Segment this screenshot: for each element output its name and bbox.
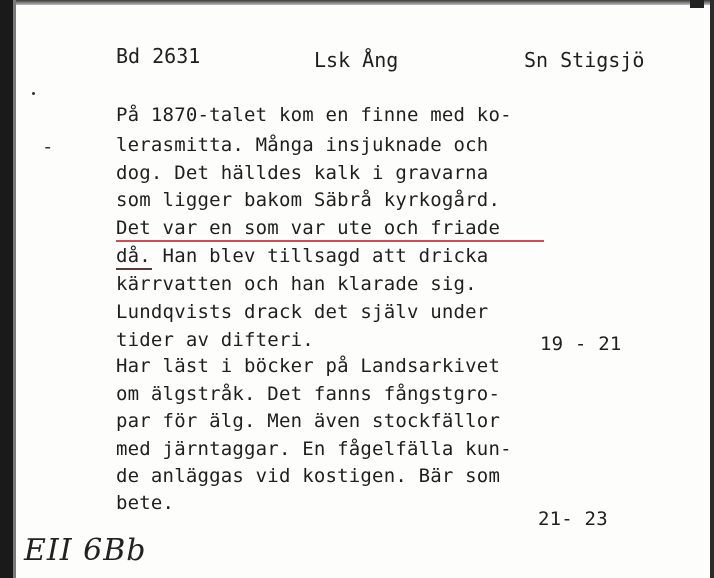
page-reference-1: 19 - 21	[540, 333, 622, 355]
page-reference-2: 21- 23	[538, 508, 608, 530]
text-line-13: med järntaggar. En fågelfälla kun-	[116, 438, 512, 460]
text-line-14: de anläggas vid kostigen. Bär som	[116, 465, 501, 487]
card-top-edge	[0, 0, 714, 5]
landscape-code: Lsk Ång	[314, 48, 399, 72]
text-line-3: dog. Det hälldes kalk i gravarna	[116, 162, 489, 184]
text-line-15: bete.	[116, 492, 175, 514]
text-line-7: kärrvatten och han klarade sig.	[116, 273, 477, 295]
text-line-8: Lundqvists drack det själv under	[116, 301, 489, 323]
card-left-edge	[0, 0, 13, 578]
handwritten-catalog-mark: EII 6Bb	[24, 533, 147, 568]
corner-mark	[690, 0, 704, 8]
margin-dash: -	[42, 136, 54, 158]
text-line-12: par för älg. Men även stockfällor	[116, 410, 501, 432]
text-line-1: På 1870-talet kom en finne med ko-	[116, 104, 512, 126]
margin-dot	[32, 92, 35, 95]
red-underline	[116, 240, 544, 242]
parish-name: Sn Stigsjö	[524, 48, 645, 72]
text-line-4: som ligger bakom Säbrå kyrkogård.	[116, 189, 501, 211]
word-underline	[116, 268, 152, 270]
card-left-edge-shadow	[13, 0, 16, 578]
record-number: Bd 2631	[116, 44, 201, 68]
card-right-edge	[710, 0, 714, 578]
text-line-10: Har läst i böcker på Landsarkivet	[116, 355, 501, 377]
text-line-11: om älgstråk. Det fanns fångstgro-	[116, 383, 501, 405]
text-line-6: då. Han blev tillsagd att dricka	[116, 245, 489, 267]
text-line-2: lerasmitta. Många insjuknade och	[116, 134, 489, 156]
text-line-5: Det var en som var ute och friade	[116, 217, 501, 239]
text-line-9: tider av difteri.	[116, 329, 314, 351]
